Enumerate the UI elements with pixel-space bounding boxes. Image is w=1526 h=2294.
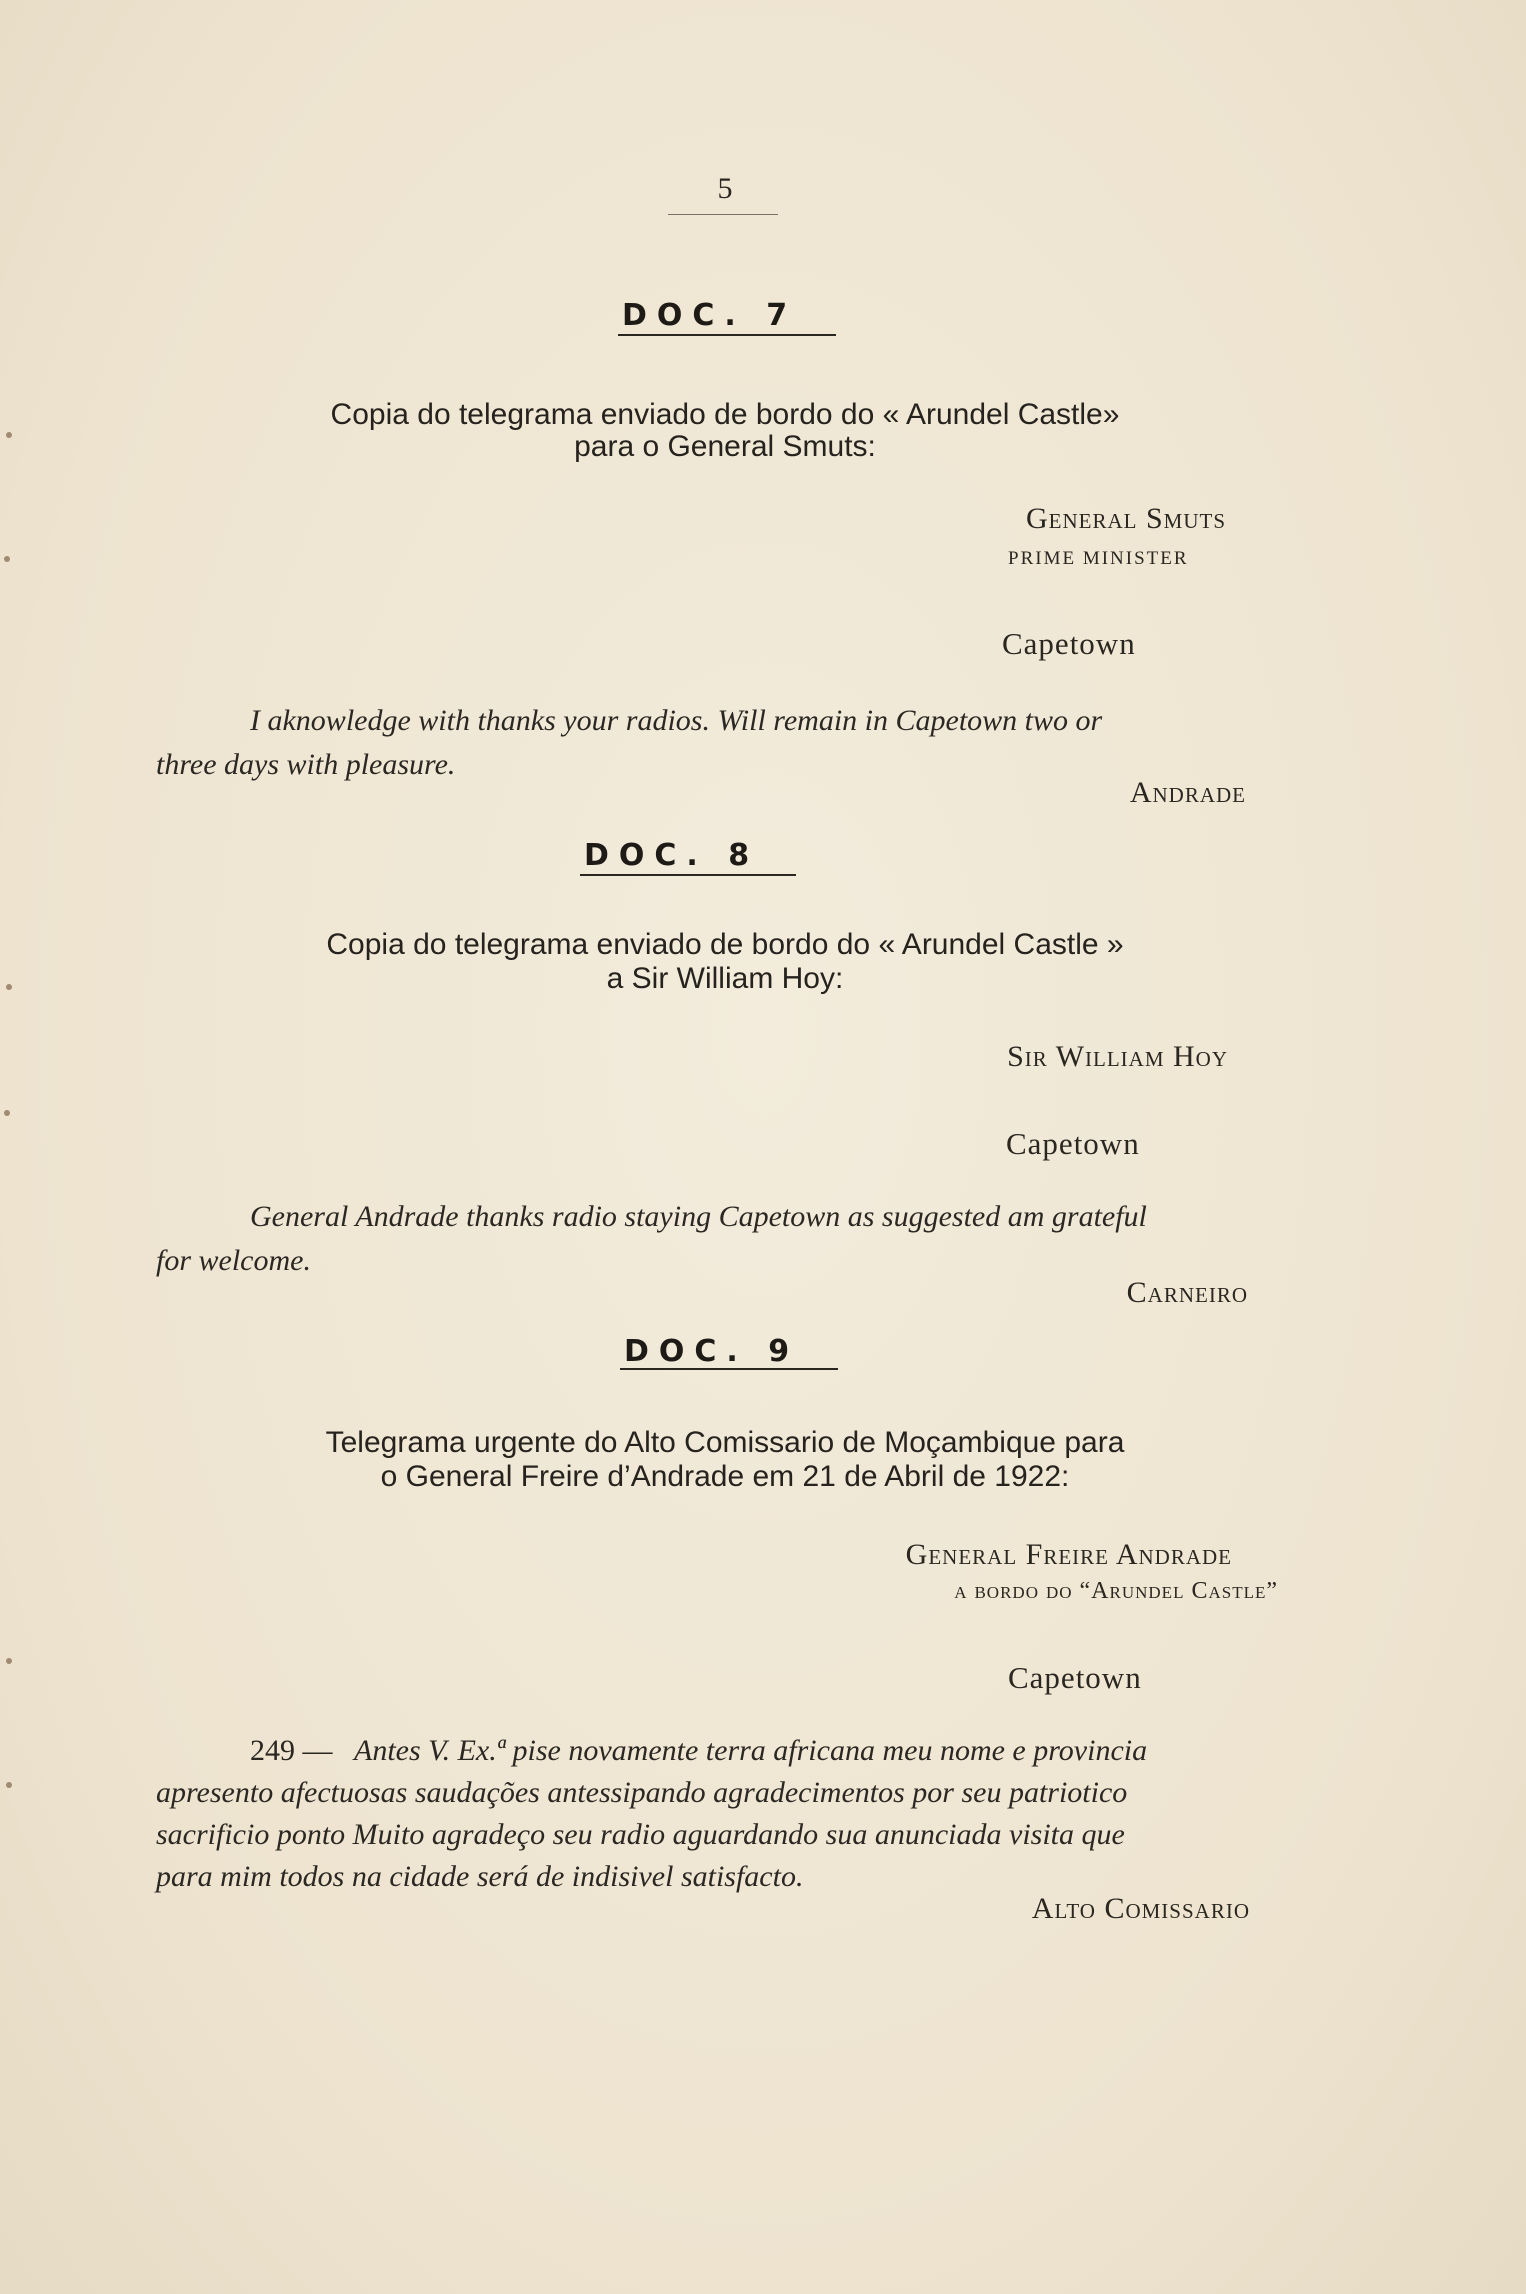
doc7-message-line1: I aknowledge with thanks your radios. Will remain in Capetown two or — [250, 704, 1103, 737]
doc8-signature: Carneiro — [1126, 1276, 1248, 1309]
doc8-city: Capetown — [1006, 1126, 1140, 1161]
doc9-addressee: General Freire Andrade — [905, 1538, 1232, 1571]
doc9-heading-rule — [620, 1368, 838, 1370]
page-number: 5 — [717, 172, 733, 205]
doc8-intro-line2: a Sir William Hoy: — [606, 962, 844, 995]
doc7-signature: Andrade — [1129, 776, 1246, 809]
doc7-city: Capetown — [1002, 626, 1136, 661]
doc7-heading-rule — [618, 334, 836, 336]
doc8-message-line2: for welcome. — [156, 1244, 311, 1277]
doc9-heading: DOC. 9 — [624, 1334, 800, 1369]
page-number-rule — [668, 214, 778, 215]
doc9-message-line1: Antes V. Ex.ª pise novamente terra africana meu nome e provincia — [354, 1734, 1148, 1767]
doc7-intro-line2: para o General Smuts: — [574, 430, 876, 463]
doc7-addressee: General Smuts — [1025, 502, 1226, 535]
doc9-message-line2: apresento afectuosas saudações antessipando agradecimentos por seu patriotico — [156, 1776, 1128, 1809]
binding-mark — [4, 1110, 10, 1116]
doc9-city: Capetown — [1008, 1660, 1142, 1695]
doc8-addressee: Sir William Hoy — [1007, 1040, 1228, 1073]
binding-mark — [6, 1782, 12, 1788]
binding-mark — [4, 556, 10, 562]
doc7-message-line2: three days with pleasure. — [156, 748, 456, 781]
doc9-addressee-line2: a bordo do “Arundel Castle” — [954, 1578, 1278, 1604]
doc7-intro-line1: Copia do telegrama enviado de bordo do « Arundel Castle» — [330, 398, 1120, 431]
doc9-message-line3: sacrificio ponto Muito agradeço seu radio aguardando sua anunciada visita que — [156, 1818, 1125, 1851]
doc9-message-line4: para mim todos na cidade será de indisivel satisfacto. — [156, 1860, 804, 1893]
doc9-message-number: 249 — — [250, 1734, 333, 1767]
doc9-intro-line1: Telegrama urgente do Alto Comissario de Moçambique para — [325, 1426, 1125, 1459]
doc7-addressee-title: PRIME MINISTER — [1008, 548, 1189, 569]
binding-mark — [6, 984, 12, 990]
binding-mark — [6, 1658, 12, 1664]
doc8-message-line1: General Andrade thanks radio staying Capetown as suggested am grateful — [250, 1200, 1147, 1233]
binding-mark — [6, 432, 12, 438]
doc8-heading: DOC. 8 — [584, 838, 760, 873]
doc9-signature: Alto Comissario — [1031, 1892, 1250, 1925]
doc9-intro-line2: o General Freire d’Andrade em 21 de Abril de 1922: — [380, 1460, 1070, 1493]
doc8-heading-rule — [580, 874, 796, 876]
doc7-heading: DOC. 7 — [622, 298, 798, 333]
doc8-intro-line1: Copia do telegrama enviado de bordo do « Arundel Castle » — [326, 928, 1124, 961]
